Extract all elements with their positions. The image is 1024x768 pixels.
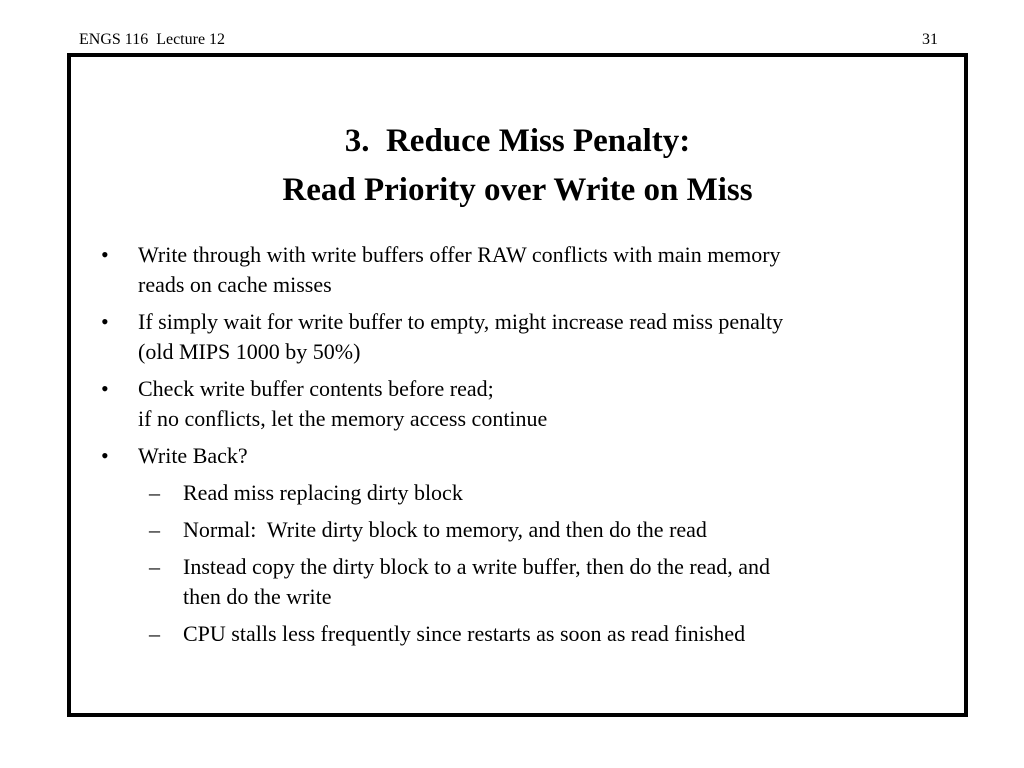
sub-bullet-text-line: CPU stalls less frequently since restarts as soon as read finished	[183, 621, 746, 646]
bullet-text-line: Write Back?	[138, 443, 248, 468]
bullet-item	[71, 240, 964, 300]
bullet-marker: •	[101, 376, 109, 401]
sub-bullet-text-line: Normal: Write dirty block to memory, and then do the read	[183, 517, 707, 542]
slide-frame	[67, 53, 968, 717]
slide-title	[71, 117, 964, 215]
lecture-header: ENGS 116 Lecture 12	[79, 31, 226, 48]
slide-title-line-2: Read Priority over Write on Miss	[282, 172, 753, 208]
bullet-text-line: (old MIPS 1000 by 50%)	[138, 339, 361, 364]
bullet-text-line: if no conflicts, let the memory access continue	[138, 406, 548, 431]
bullet-text-line: Check write buffer contents before read;	[138, 376, 494, 401]
bullet-text-line: reads on cache misses	[138, 272, 332, 297]
bullet-text-line: If simply wait for write buffer to empty, might increase read miss penalty	[138, 309, 784, 334]
sub-bullet-text-line: then do the write	[183, 584, 332, 609]
sub-bullet-item	[71, 478, 964, 508]
slide-title-line-1: 3. Reduce Miss Penalty:	[344, 123, 691, 159]
sub-bullet-text-line: Instead copy the dirty block to a write buffer, then do the read, and	[183, 554, 771, 579]
sub-bullet-text-line: Read miss replacing dirty block	[183, 480, 463, 505]
sub-bullet-item	[71, 515, 964, 545]
bullet-marker: •	[101, 443, 109, 468]
bullet-item	[71, 307, 964, 367]
dash-marker: –	[149, 554, 160, 579]
page-number: 31	[922, 31, 938, 48]
dash-marker: –	[149, 517, 160, 542]
bullet-item	[71, 441, 964, 471]
sub-bullet-item	[71, 619, 964, 649]
dash-marker: –	[149, 480, 160, 505]
sub-bullet-item	[71, 552, 964, 612]
dash-marker: –	[149, 621, 160, 646]
bullet-item	[71, 374, 964, 434]
bullet-list	[71, 240, 964, 656]
bullet-marker: •	[101, 242, 109, 267]
bullet-text-line: Write through with write buffers offer RAW conflicts with main memory	[138, 242, 781, 267]
bullet-marker: •	[101, 309, 109, 334]
